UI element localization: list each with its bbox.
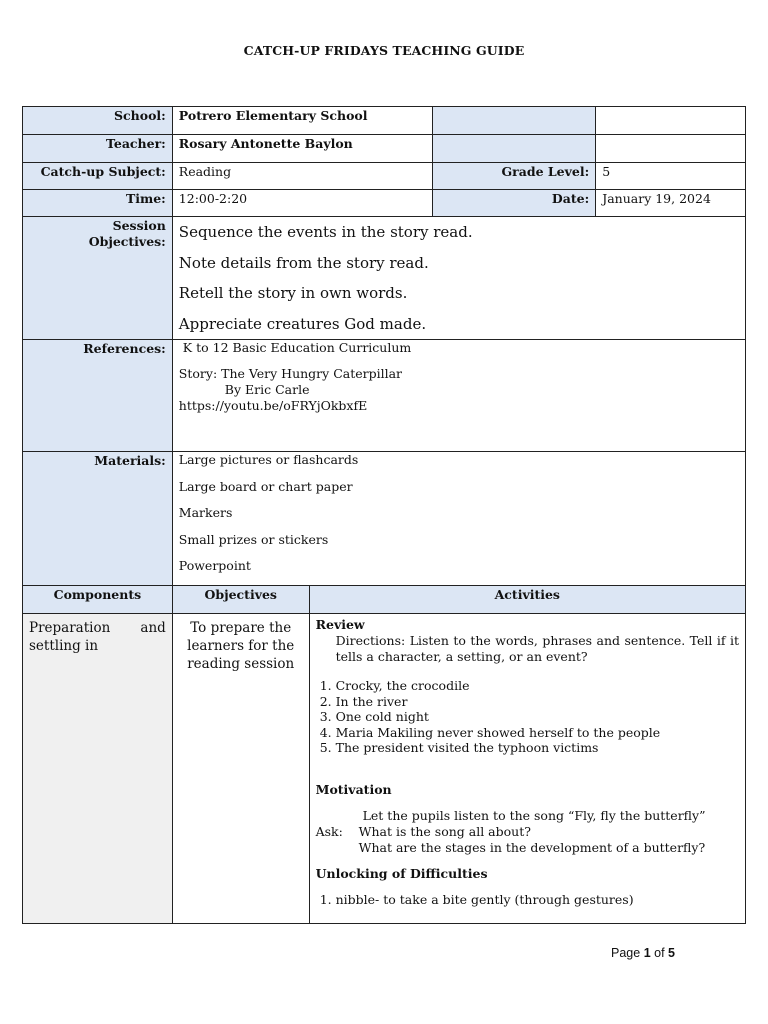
- unlocking-title: Unlocking of Difficulties: [315, 865, 488, 881]
- page-title: CATCH-UP FRIDAYS TEACHING GUIDE: [243, 43, 525, 58]
- teacher-label: Teacher:: [23, 135, 173, 163]
- review-title: Review: [315, 617, 365, 632]
- objective-item: Appreciate creatures God made.: [178, 314, 427, 333]
- reference-curriculum: K to 12 Basic Education Curriculum: [182, 340, 412, 355]
- component-cell: [23, 614, 173, 924]
- materials-list: [173, 447, 746, 586]
- review-item: 4. Maria Makiling never showed herself to the people: [336, 725, 739, 741]
- objective-item: Sequence the events in the story read.: [178, 223, 473, 241]
- footer-page-total: 5: [668, 946, 675, 960]
- objective-cell: [173, 614, 310, 924]
- material-item: Large pictures or flashcards: [178, 452, 359, 467]
- review-item: 3. One cold night: [336, 709, 739, 725]
- objective-item: Retell the story in own words.: [178, 284, 408, 302]
- subject-label: Catch-up Subject:: [23, 163, 173, 190]
- unlocking-item: 1. nibble- to take a bite gently (through gestures): [336, 892, 739, 908]
- teacher-value: Rosary Antonette Baylon: [173, 135, 434, 163]
- objectives-label: [23, 217, 173, 340]
- objectives-label-line: Session: [112, 218, 166, 233]
- ask-question: What are the stages in the development of a butterfly?: [358, 839, 706, 855]
- reference-story: Story: The Very Hungry Caterpillar: [178, 366, 403, 381]
- objectives-header: Objectives: [173, 586, 310, 614]
- page-footer: [611, 946, 675, 960]
- components-header: Components: [23, 586, 173, 614]
- material-item: Markers: [178, 505, 233, 520]
- objectives-label-line: Objectives:: [88, 234, 166, 249]
- ask-block: [316, 824, 739, 856]
- component-text: Preparation and settling in: [29, 620, 166, 654]
- review-item: 5. The president visited the typhoon victims: [336, 740, 739, 756]
- review-item: 2. In the river: [336, 694, 739, 710]
- time-label: Time:: [23, 190, 173, 217]
- footer-page-number: 1: [643, 946, 651, 960]
- activities-header: Activities: [310, 586, 746, 614]
- grade-label: Grade Level:: [433, 163, 596, 190]
- motivation-line: Let the pupils listen to the song “Fly, fly the butterfly”: [362, 807, 706, 823]
- activities-cell: [310, 614, 746, 924]
- materials-label: Materials:: [23, 452, 173, 586]
- material-item: Large board or chart paper: [178, 478, 353, 494]
- review-directions: Directions: Listen to the words, phrases and sentence. Tell if it tells a character, a setting, or an event?: [335, 633, 739, 664]
- grade-value: 5: [596, 163, 746, 190]
- blank-label-cell: [433, 135, 596, 163]
- subject-value: Reading: [173, 163, 434, 190]
- review-list: [316, 678, 739, 756]
- footer-of-word: of: [654, 946, 665, 960]
- teaching-guide-table: [22, 106, 746, 924]
- school-label: School:: [23, 106, 173, 135]
- ask-label: Ask:: [315, 823, 343, 839]
- date-value: January 19, 2024: [596, 190, 746, 217]
- references-label: References:: [23, 340, 173, 452]
- footer-page-word: Page: [611, 946, 641, 960]
- material-item: Small prizes or stickers: [178, 531, 329, 547]
- material-item: Powerpoint: [178, 558, 251, 573]
- objectives-list: [173, 217, 746, 340]
- unlocking-list: [316, 892, 739, 908]
- blank-value-cell: [596, 106, 746, 135]
- blank-label-cell: [433, 106, 596, 135]
- objective-text: To prepare the learners for the reading session: [187, 620, 295, 672]
- time-value: 12:00-2:20: [173, 190, 434, 217]
- reference-link[interactable]: https://youtu.be/oFRYjOkbxfE: [178, 398, 368, 413]
- date-label: Date:: [433, 190, 596, 217]
- school-value: Potrero Elementary School: [173, 106, 434, 135]
- motivation-title: Motivation: [315, 781, 392, 797]
- ask-question: What is the song all about?: [358, 823, 531, 839]
- review-item: 1. Crocky, the crocodile: [336, 678, 739, 694]
- references-content: [173, 340, 746, 452]
- objective-item: Note details from the story read.: [178, 253, 429, 272]
- reference-author: By Eric Carle: [224, 382, 310, 397]
- blank-value-cell: [596, 135, 746, 163]
